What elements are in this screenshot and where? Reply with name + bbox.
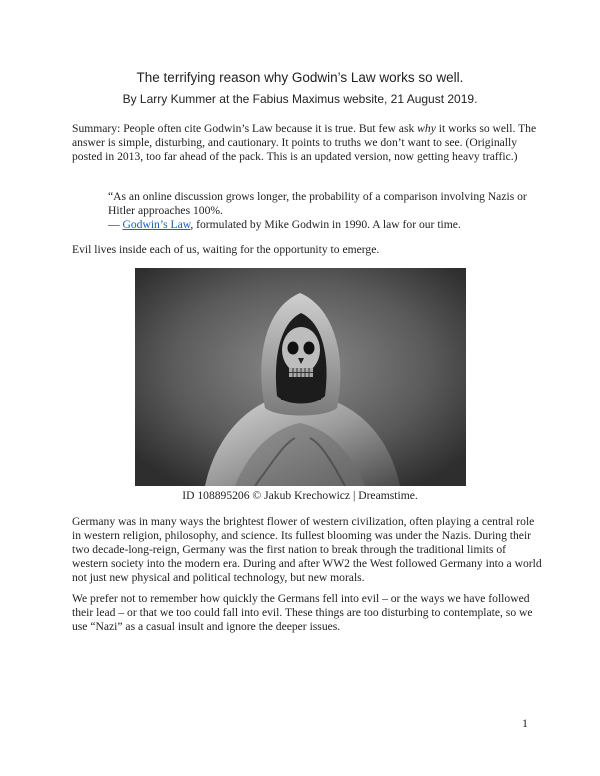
byline: By Larry Kummer at the Fabius Maximus website, 21 August 2019. [122, 92, 478, 106]
hooded-skull-illustration [135, 268, 466, 486]
godwin-quote: “As an online discussion grows longer, the probability of a comparison involving Nazis or Hitler approaches 100%. [108, 190, 527, 217]
quote-attribution [108, 218, 538, 232]
summary-paragraph [72, 122, 542, 164]
summary-emphasis: why [417, 122, 436, 135]
evil-line: Evil lives inside each of us, waiting for the opportunity to emerge. [72, 243, 380, 256]
page-number: 1 [522, 716, 528, 730]
image-caption: ID 108895206 © Jakub Krechowicz | Dreamstime. [182, 489, 418, 502]
summary-text-start: Summary: People often cite Godwin’s Law because it is true. But few ask [72, 122, 418, 135]
attribution-text: , formulated by Mike Godwin in 1990. A law for our time. [190, 218, 461, 231]
godwins-law-link[interactable]: Godwin’s Law [122, 218, 191, 231]
hooded-skull-image [135, 268, 466, 486]
attribution-dash: — [108, 218, 123, 231]
prefer-paragraph: We prefer not to remember how quickly the Germans fell into evil – or the ways we have followed their lead – or that we too could fall into evil. These things are too disturbing to contemplate, so we use “Nazi” as a casual insult and ignore the deeper issues. [72, 592, 533, 633]
document-title: The terrifying reason why Godwin’s Law works so well. [136, 70, 464, 85]
germany-paragraph: Germany was in many ways the brightest flower of western civilization, often playing a central role in western religion, philosophy, and science. Its fullest blooming was under the Nazis. During their two decade-long-reign, Germany was the first nation to break through the traditional limits of western society into the modern era. During and after WW2 the West followed Germany into a world not just new physical and political technology, but new morals. [72, 515, 542, 584]
summary-text-end: it works so well. The answer is simple, disturbing, and cautionary. It points to truths we don’t want to see. (Originally posted in 2013, too far ahead of the pack. This is an updated version, now getting heavy traffic.) [72, 122, 537, 163]
